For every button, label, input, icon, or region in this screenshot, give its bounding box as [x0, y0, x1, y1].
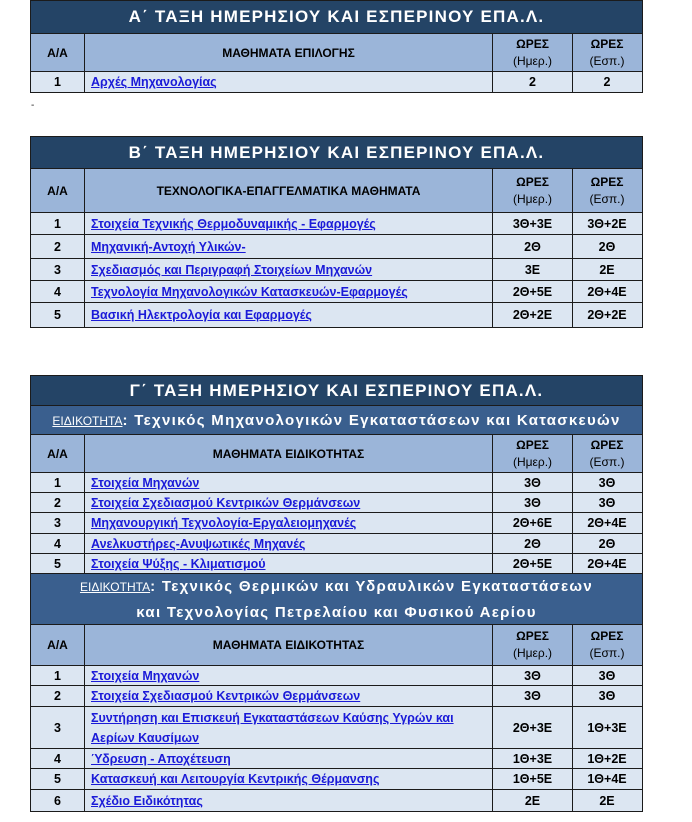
row-eve-hours: 2Θ: [598, 239, 616, 254]
row-subject-cell: [85, 235, 493, 258]
specialty-label: ΕΙΔΙΚΟΤΗΤΑ: [52, 414, 123, 428]
subject-link[interactable]: Τεχνολογία Μηχανολογικών Κατασκευών-Εφαρμογές: [91, 284, 408, 299]
row-eve-hours: 3Θ: [598, 475, 616, 490]
row-eve-hours: 1Θ+2Ε: [587, 751, 627, 766]
row-aa: 2: [31, 235, 85, 258]
row-aa: 5: [31, 769, 85, 789]
subject-link[interactable]: Ανελκυστήρες-Ανυψωτικές Μηχανές: [91, 536, 306, 551]
row-day-hours: 2Ε: [493, 790, 573, 811]
header-eve-sub: (Εσπ.): [589, 191, 625, 206]
row-aa: 1: [31, 72, 85, 92]
table-header: [31, 435, 642, 473]
specialty-label: ΕΙΔΙΚΟΤΗΤΑ: [79, 580, 151, 594]
row-eve-hours: 2Θ: [598, 536, 616, 551]
row-day-hours: 3Θ: [493, 666, 573, 685]
row-day-hours: 1Θ+3Ε: [493, 749, 573, 768]
table-row: [31, 769, 642, 790]
table-row: [31, 473, 642, 493]
row-subject-cell: [85, 790, 493, 811]
row-subject-cell: [85, 259, 493, 280]
row-subject-cell: [85, 749, 493, 768]
header-day-sub: (Ημερ.): [512, 53, 553, 68]
header-eve-hours: [573, 34, 641, 71]
row-day-hours: 2Θ: [493, 235, 573, 258]
row-subject-cell: [85, 554, 493, 573]
row-aa: 3: [31, 259, 85, 280]
table-row: [31, 235, 642, 259]
subject-link[interactable]: Βασική Ηλεκτρολογία και Εφαρμογές: [91, 308, 312, 322]
table-title: Α΄ ΤΑΞΗ ΗΜΕΡΗΣΙΟΥ ΚΑΙ ΕΣΠΕΡΙΝΟΥ ΕΠΑ.Λ.: [31, 1, 642, 34]
row-aa: 2: [31, 686, 85, 706]
row-eve-hours: 3Θ: [598, 668, 616, 683]
row-aa: 3: [31, 707, 85, 748]
row-eve-hours: 3Θ+2Ε: [587, 216, 627, 231]
header-aa: Α/Α: [31, 34, 85, 71]
table-row: [31, 790, 642, 811]
header-aa: Α/Α: [31, 169, 85, 212]
row-day-hours: 2Θ+2Ε: [493, 303, 573, 327]
header-eve-label: ΩΡΕΣ: [590, 36, 624, 51]
header-day-label: ΩΡΕΣ: [516, 437, 549, 452]
table-row: [31, 493, 642, 513]
row-aa: 1: [31, 213, 85, 234]
table-row: [31, 303, 642, 327]
header-subject: ΜΑΘΗΜΑΤΑ ΕΠΙΛΟΓΗΣ: [85, 34, 493, 71]
subject-link[interactable]: Στοιχεία Σχεδιασμού Κεντρικών Θερμάνσεων: [91, 689, 361, 703]
row-aa: 5: [31, 554, 85, 573]
table-grade-a: [30, 0, 643, 93]
row-subject-cell: [85, 303, 493, 327]
header-day-sub: (Ημερ.): [512, 454, 553, 469]
table-title: Β΄ ΤΑΞΗ ΗΜΕΡΗΣΙΟΥ ΚΑΙ ΕΣΠΕΡΙΝΟΥ ΕΠΑ.Λ.: [31, 137, 642, 169]
row-day-hours: 2Θ+3Ε: [493, 707, 573, 748]
separator-mark: -: [31, 100, 35, 111]
subject-link[interactable]: Σχεδιασμός και Περιγραφή Στοιχείων Μηχανών: [91, 262, 373, 277]
table-header: [31, 34, 642, 72]
row-day-hours: 3Θ: [493, 493, 573, 512]
subject-link[interactable]: Στοιχεία Τεχνικής Θερμοδυναμικής - Εφαρμογές: [91, 216, 376, 231]
header-day-hours: [493, 169, 573, 212]
header-day-hours: [493, 34, 573, 71]
header-day-hours: [493, 435, 573, 472]
row-aa: 4: [31, 534, 85, 553]
row-aa: 4: [31, 281, 85, 302]
row-subject-cell: [85, 493, 493, 512]
table-row: [31, 534, 642, 554]
header-eve-label: ΩΡΕΣ: [590, 629, 624, 643]
table-title: Γ΄ ΤΑΞΗ ΗΜΕΡΗΣΙΟΥ ΚΑΙ ΕΣΠΕΡΙΝΟΥ ΕΠΑ.Λ.: [31, 376, 642, 406]
row-eve-hours: 2Θ+4Ε: [587, 284, 627, 299]
subject-link[interactable]: Μηχανουργική Τεχνολογία-Εργαλειομηχανές: [91, 516, 357, 530]
specialty-banner: [31, 406, 642, 435]
row-subject-cell: [85, 666, 493, 685]
header-eve-sub: (Εσπ.): [589, 646, 625, 660]
header-eve-label: ΩΡΕΣ: [590, 174, 624, 189]
row-aa: 2: [31, 493, 85, 512]
header-eve-hours: [573, 435, 641, 472]
header-day-sub: (Ημερ.): [512, 191, 553, 206]
row-day-hours: 3Θ: [493, 473, 573, 492]
subject-link[interactable]: Κατασκευή και Λειτουργία Κεντρικής Θέρμανσης: [91, 772, 380, 786]
row-aa: 5: [31, 303, 85, 327]
row-aa: 6: [31, 790, 85, 811]
header-eve-label: ΩΡΕΣ: [590, 437, 624, 452]
header-day-sub: (Ημερ.): [512, 646, 553, 660]
table-row: [31, 213, 642, 235]
table-header: [31, 625, 642, 666]
subject-link[interactable]: Μηχανική-Αντοχή Υλικών-: [91, 239, 246, 254]
row-eve-hours: 2Ε: [599, 793, 615, 808]
header-aa: Α/Α: [31, 625, 85, 665]
row-subject-cell: [85, 769, 493, 789]
row-aa: 4: [31, 749, 85, 768]
row-subject-cell: [85, 513, 493, 533]
table-row: [31, 72, 642, 92]
specialty-name: : Τεχνικός Μηχανολογικών Εγκαταστάσεων και Κατασκευών: [122, 412, 621, 429]
row-day-hours: 2: [493, 72, 573, 92]
header-day-label: ΩΡΕΣ: [516, 36, 549, 51]
header-day-label: ΩΡΕΣ: [516, 174, 549, 189]
specialty-banner: [31, 574, 642, 625]
table-grade-c: [30, 375, 643, 812]
header-eve-sub: (Εσπ.): [589, 53, 625, 68]
table-header: [31, 169, 642, 213]
subject-link[interactable]: Στοιχεία Σχεδιασμού Κεντρικών Θερμάνσεων: [91, 495, 361, 510]
row-eve-hours: 2Θ+4Ε: [587, 556, 627, 571]
row-eve-hours: 3Θ: [598, 689, 616, 703]
specialty-name: : Τεχνικός Θερμικών και Υδραυλικών Εγκαταστάσεων και Τεχνολογίας Πετρελαίου και Φυσικού Αερίου: [136, 578, 593, 621]
row-eve-hours: 1Θ+4Ε: [587, 772, 627, 786]
header-day-hours: [493, 625, 573, 665]
row-aa: 1: [31, 666, 85, 685]
row-eve-hours: 1Θ+3Ε: [587, 720, 627, 735]
row-subject-cell: [85, 686, 493, 706]
subject-link[interactable]: Συντήρηση και Επισκευή Εγκαταστάσεων Καύσης Υγρών και Αερίων Καυσίμων: [91, 710, 454, 745]
row-aa: 1: [31, 473, 85, 492]
row-eve-hours: 2Θ+2Ε: [587, 308, 627, 322]
row-day-hours: 2Θ+6Ε: [493, 513, 573, 533]
header-eve-hours: [573, 625, 641, 665]
header-aa: Α/Α: [31, 435, 85, 472]
table-row: [31, 707, 642, 749]
subject-link[interactable]: Σχέδιο Ειδικότητας: [91, 793, 203, 808]
row-aa: 3: [31, 513, 85, 533]
row-subject-cell: [85, 473, 493, 492]
row-day-hours: 3Θ: [493, 686, 573, 706]
table-row: [31, 686, 642, 707]
row-day-hours: 2Θ+5Ε: [493, 281, 573, 302]
row-eve-hours: 2Ε: [599, 262, 615, 277]
row-eve-hours: 2Θ+4Ε: [587, 516, 627, 530]
table-row: [31, 554, 642, 574]
table-row: [31, 666, 642, 686]
row-subject-cell: [85, 281, 493, 302]
row-subject-cell: [85, 213, 493, 234]
row-subject-cell: [85, 72, 493, 92]
row-eve-hours: 3Θ: [598, 495, 616, 510]
row-day-hours: 1Θ+5Ε: [493, 769, 573, 789]
subject-link[interactable]: Ύδρευση - Αποχέτευση: [91, 751, 231, 766]
header-eve-hours: [573, 169, 641, 212]
row-day-hours: 2Θ+5Ε: [493, 554, 573, 573]
subject-link[interactable]: Αρχές Μηχανολογίας: [91, 75, 217, 89]
table-row: [31, 281, 642, 303]
table-row: [31, 749, 642, 769]
table-row: [31, 513, 642, 534]
row-eve-hours: 2: [603, 75, 611, 89]
row-day-hours: 3Θ+3Ε: [493, 213, 573, 234]
header-subject: ΜΑΘΗΜΑΤΑ ΕΙΔΙΚΟΤΗΤΑΣ: [85, 625, 493, 665]
header-day-label: ΩΡΕΣ: [516, 629, 549, 643]
table-grade-b: [30, 136, 643, 328]
header-subject: ΤΕΧΝΟΛΟΓΙΚΑ-ΕΠΑΓΓΕΛΜΑΤΙΚΑ ΜΑΘΗΜΑΤΑ: [85, 169, 493, 212]
row-day-hours: 2Θ: [493, 534, 573, 553]
row-subject-cell: [85, 534, 493, 553]
row-day-hours: 3Ε: [493, 259, 573, 280]
table-row: [31, 259, 642, 281]
header-eve-sub: (Εσπ.): [589, 454, 625, 469]
subject-link[interactable]: Στοιχεία Μηχανών: [91, 475, 200, 490]
row-subject-cell: [85, 707, 493, 748]
subject-link[interactable]: Στοιχεία Ψύξης - Κλιματισμού: [91, 556, 266, 571]
header-subject: ΜΑΘΗΜΑΤΑ ΕΙΔΙΚΟΤΗΤΑΣ: [85, 435, 493, 472]
subject-link[interactable]: Στοιχεία Μηχανών: [91, 668, 200, 683]
